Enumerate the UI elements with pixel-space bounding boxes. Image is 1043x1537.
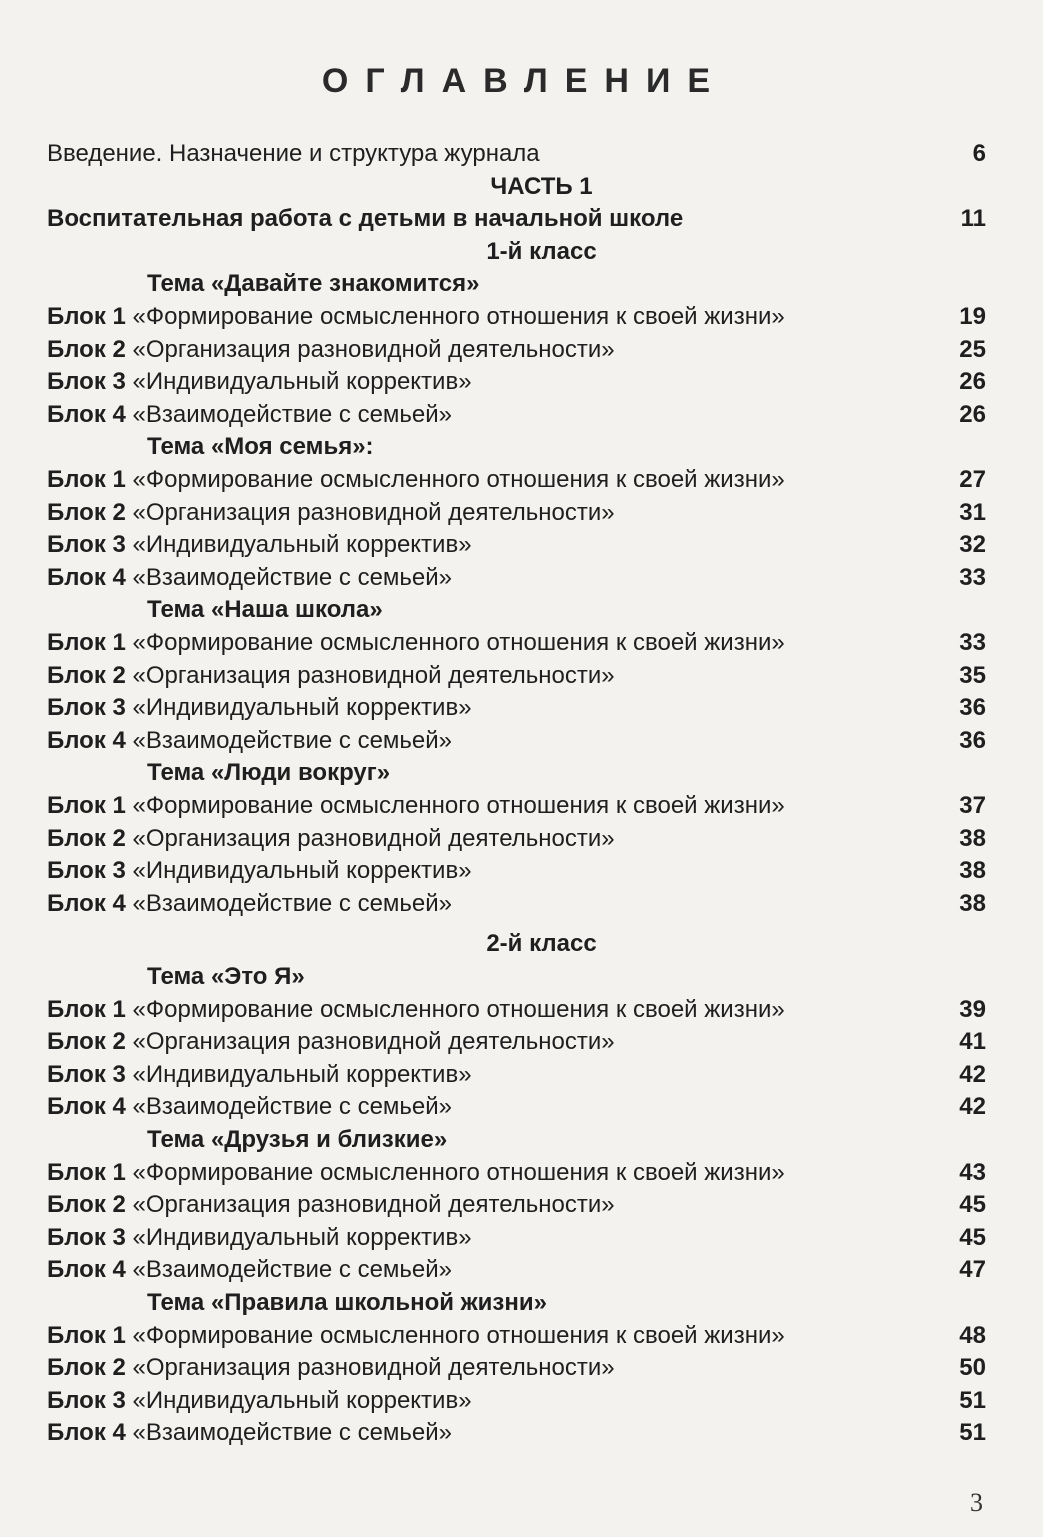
toc-entry-text bbox=[47, 725, 452, 757]
toc-page-number: 38 bbox=[959, 889, 986, 917]
toc-page-number: 51 bbox=[959, 1419, 986, 1447]
toc-block-title: «Организация разновидной деятельности» bbox=[125, 661, 615, 689]
toc-block-label: Блок 3 bbox=[47, 1386, 126, 1414]
toc-block-label: Блок 2 bbox=[47, 1191, 126, 1219]
toc-block-label: Блок 4 bbox=[47, 400, 126, 428]
toc-block-label: Блок 1 bbox=[47, 1321, 126, 1349]
toc-entry-text: Тема «Наша школа» bbox=[147, 596, 383, 624]
toc-entry-text bbox=[47, 399, 452, 431]
toc-entry-text: Воспитательная работа с детьми в начальной школе bbox=[47, 205, 684, 233]
toc-entry-text bbox=[47, 1059, 472, 1091]
toc-block-title: «Взаимодействие с семьей» bbox=[125, 726, 453, 754]
toc-entry-text: ЧАСТЬ 1 bbox=[490, 172, 593, 200]
toc-row-block bbox=[0, 399, 1043, 431]
toc-row-block bbox=[0, 1189, 1043, 1221]
toc-page-number: 33 bbox=[959, 563, 986, 591]
toc-block-title: «Формирование осмысленного отношения к своей жизни» bbox=[125, 995, 785, 1023]
toc-block-title: «Формирование осмысленного отношения к своей жизни» bbox=[125, 1158, 785, 1186]
toc-row-block bbox=[0, 1417, 1043, 1449]
toc-block-title: «Организация разновидной деятельности» bbox=[125, 498, 615, 526]
toc-page-number: 35 bbox=[959, 661, 986, 689]
toc-entry-text bbox=[47, 1091, 452, 1123]
toc-row-cls bbox=[0, 236, 1043, 268]
toc-row-block bbox=[0, 725, 1043, 757]
toc-block-label: Блок 1 bbox=[47, 303, 126, 330]
toc-row-theme bbox=[0, 1287, 1043, 1319]
toc-page-number: 25 bbox=[959, 335, 986, 363]
toc-row-block bbox=[0, 366, 1043, 398]
toc-block-title: «Взаимодействие с семьей» bbox=[125, 889, 453, 917]
toc-block-title: «Индивидуальный корректив» bbox=[125, 857, 472, 885]
toc-entry-text bbox=[47, 1320, 785, 1352]
toc-block-label: Блок 2 bbox=[47, 335, 126, 363]
toc-row-block bbox=[0, 1352, 1043, 1384]
toc-row-block bbox=[0, 562, 1043, 594]
toc-entry-text: Тема «Давайте знакомится» bbox=[147, 270, 480, 298]
toc-entry-text bbox=[47, 464, 785, 496]
toc-block-label: Блок 2 bbox=[47, 1028, 126, 1056]
toc-entry-text bbox=[47, 562, 452, 594]
toc-block-label: Блок 4 bbox=[47, 1419, 126, 1447]
toc-entry-text bbox=[47, 1254, 452, 1286]
toc-entry-text bbox=[47, 529, 472, 561]
toc-entry-text bbox=[47, 855, 472, 887]
toc-block-label: Блок 1 bbox=[47, 466, 126, 493]
toc-row-block bbox=[0, 1059, 1043, 1091]
toc-page-number: 26 bbox=[959, 368, 986, 396]
toc-page-number: 42 bbox=[959, 1060, 986, 1088]
toc-row-block bbox=[0, 692, 1043, 724]
toc-page-number: 45 bbox=[959, 1191, 986, 1219]
toc-block-title: «Взаимодействие с семьей» bbox=[125, 1093, 453, 1121]
toc-page-number: 36 bbox=[959, 726, 986, 754]
toc-page-number: 45 bbox=[959, 1223, 986, 1251]
toc-page-number: 11 bbox=[960, 205, 986, 233]
toc-row-theme bbox=[0, 757, 1043, 789]
toc-row-block bbox=[0, 301, 1043, 333]
toc-entry-text bbox=[47, 994, 785, 1026]
toc-block-label: Блок 2 bbox=[47, 661, 126, 689]
toc-entry-text bbox=[47, 1417, 452, 1449]
toc-block-label: Блок 1 bbox=[47, 995, 126, 1023]
toc-page-number: 37 bbox=[959, 792, 986, 819]
toc-page-number: 42 bbox=[959, 1093, 986, 1121]
toc-row-cls bbox=[0, 928, 1043, 960]
toc-block-title: «Формирование осмысленного отношения к своей жизни» bbox=[125, 792, 785, 819]
toc-page-number: 51 bbox=[959, 1386, 986, 1414]
toc-entry-text bbox=[47, 660, 615, 692]
toc-block-title: «Индивидуальный корректив» bbox=[125, 368, 472, 396]
toc-block-label: Блок 2 bbox=[47, 498, 126, 526]
toc-block-title: «Взаимодействие с семьей» bbox=[125, 563, 453, 591]
toc-entry-text: Тема «Люди вокруг» bbox=[147, 759, 391, 787]
toc-entry-text: Тема «Правила школьной жизни» bbox=[147, 1289, 547, 1316]
toc-entry-text bbox=[47, 366, 472, 398]
toc-row-block bbox=[0, 1320, 1043, 1352]
toc-block-title: «Взаимодействие с семьей» bbox=[125, 1256, 453, 1284]
toc-row-block bbox=[0, 660, 1043, 692]
toc-page-number: 43 bbox=[959, 1158, 986, 1186]
toc-block-label: Блок 3 bbox=[47, 1060, 126, 1088]
toc-block-title: «Индивидуальный корректив» bbox=[125, 1060, 472, 1088]
toc-block-title: «Индивидуальный корректив» bbox=[125, 694, 472, 722]
toc-block-label: Блок 3 bbox=[47, 368, 126, 396]
toc-entry-text bbox=[47, 497, 615, 529]
toc-entry-text: Введение. Назначение и структура журнала bbox=[47, 140, 540, 167]
page-title: ОГЛАВЛЕНИЕ bbox=[321, 62, 728, 100]
toc-page-number: 33 bbox=[959, 629, 986, 656]
toc-block-title: «Взаимодействие с семьей» bbox=[125, 400, 453, 428]
toc-block-label: Блок 4 bbox=[47, 726, 126, 754]
toc-block-label: Блок 1 bbox=[47, 1158, 126, 1186]
toc-block-label: Блок 2 bbox=[47, 824, 126, 852]
toc-row-block bbox=[0, 994, 1043, 1026]
toc-block-label: Блок 2 bbox=[47, 1354, 126, 1382]
toc-row-bold-line bbox=[0, 203, 1043, 235]
toc-entry-text bbox=[47, 301, 785, 333]
toc-entry-text bbox=[47, 1222, 472, 1254]
toc-entry-text bbox=[47, 1352, 615, 1384]
toc-block-label: Блок 3 bbox=[47, 531, 126, 559]
toc-block-title: «Формирование осмысленного отношения к своей жизни» bbox=[125, 303, 785, 330]
toc-block-title: «Формирование осмысленного отношения к своей жизни» bbox=[125, 1321, 785, 1349]
toc-entry-text bbox=[47, 1385, 472, 1417]
toc-block-title: «Организация разновидной деятельности» bbox=[125, 824, 615, 852]
toc-page-number: 48 bbox=[959, 1321, 986, 1349]
toc-row-block bbox=[0, 627, 1043, 659]
toc-block-title: «Организация разновидной деятельности» bbox=[125, 1354, 615, 1382]
toc-block-label: Блок 4 bbox=[47, 1093, 126, 1121]
toc-row-block bbox=[0, 334, 1043, 366]
page-number: 3 bbox=[970, 1488, 983, 1517]
toc-page-number: 38 bbox=[959, 824, 986, 852]
toc-block-title: «Организация разновидной деятельности» bbox=[125, 1028, 615, 1056]
toc-row-block bbox=[0, 1254, 1043, 1286]
toc-page-number: 32 bbox=[959, 531, 986, 559]
toc-block-label: Блок 3 bbox=[47, 1223, 126, 1251]
toc-block-title: «Индивидуальный корректив» bbox=[125, 1386, 472, 1414]
toc-page-number: 19 bbox=[959, 303, 986, 330]
toc-block-label: Блок 4 bbox=[47, 889, 126, 917]
toc-block-title: «Формирование осмысленного отношения к своей жизни» bbox=[125, 466, 785, 493]
toc-page-number: 26 bbox=[959, 400, 986, 428]
toc-row-block bbox=[0, 464, 1043, 496]
toc-page-number: 39 bbox=[959, 995, 986, 1023]
toc-row-block bbox=[0, 855, 1043, 887]
toc-row-block bbox=[0, 790, 1043, 822]
toc-entry-text bbox=[47, 823, 615, 855]
toc-row-block bbox=[0, 1026, 1043, 1058]
toc-block-title: «Организация разновидной деятельности» bbox=[125, 1191, 615, 1219]
toc-block-title: «Индивидуальный корректив» bbox=[125, 531, 472, 559]
toc-block-title: «Организация разновидной деятельности» bbox=[125, 335, 615, 363]
toc-block-label: Блок 3 bbox=[47, 857, 126, 885]
toc-row-block bbox=[0, 888, 1043, 920]
toc-page-number: 41 bbox=[959, 1028, 986, 1056]
toc-block-label: Блок 1 bbox=[47, 792, 126, 819]
toc-row-part bbox=[0, 171, 1043, 203]
toc-page-number: 36 bbox=[959, 694, 986, 722]
toc-entry-text: Тема «Моя семья»: bbox=[147, 433, 374, 461]
toc-entry-text: Тема «Это Я» bbox=[147, 963, 305, 990]
toc-entry-text bbox=[47, 888, 452, 920]
toc-block-title: «Индивидуальный корректив» bbox=[125, 1223, 472, 1251]
toc-block-label: Блок 1 bbox=[47, 629, 126, 656]
toc-page-number: 31 bbox=[959, 498, 986, 526]
toc-row-theme bbox=[0, 268, 1043, 300]
toc-entry-text: 1-й класс bbox=[486, 237, 597, 265]
toc-row-block bbox=[0, 1157, 1043, 1189]
toc-entry-text bbox=[47, 1189, 615, 1221]
toc-row-theme bbox=[0, 961, 1043, 993]
toc-row-block bbox=[0, 529, 1043, 561]
toc-entry-text bbox=[47, 790, 785, 822]
toc-entry-text bbox=[47, 1157, 785, 1189]
toc-page-number: 47 bbox=[959, 1256, 986, 1284]
toc-block-label: Блок 4 bbox=[47, 1256, 126, 1284]
toc-block-title: «Взаимодействие с семьей» bbox=[125, 1419, 453, 1447]
toc-entry-text: Тема «Друзья и близкие» bbox=[147, 1126, 448, 1153]
toc-page-number: 50 bbox=[959, 1354, 986, 1382]
toc-row-theme bbox=[0, 1124, 1043, 1156]
toc-row-block bbox=[0, 497, 1043, 529]
toc-page-number: 27 bbox=[959, 466, 986, 493]
toc-row-theme bbox=[0, 594, 1043, 626]
toc-block-label: Блок 4 bbox=[47, 563, 126, 591]
toc-row-block bbox=[0, 1385, 1043, 1417]
toc-entry-text bbox=[47, 334, 615, 366]
toc-row-intro bbox=[0, 138, 1043, 170]
toc-row-block bbox=[0, 1091, 1043, 1123]
toc-block-label: Блок 3 bbox=[47, 694, 126, 722]
toc-page-number: 38 bbox=[959, 857, 986, 885]
toc-row-block bbox=[0, 1222, 1043, 1254]
toc-entry-text bbox=[47, 692, 472, 724]
toc-row-theme bbox=[0, 431, 1043, 463]
toc-page-number: 6 bbox=[972, 140, 986, 167]
toc-row-block bbox=[0, 823, 1043, 855]
toc-entry-text bbox=[47, 627, 785, 659]
toc-entry-text: 2-й класс bbox=[486, 930, 597, 958]
toc-entry-text bbox=[47, 1026, 615, 1058]
toc-block-title: «Формирование осмысленного отношения к своей жизни» bbox=[125, 629, 785, 656]
